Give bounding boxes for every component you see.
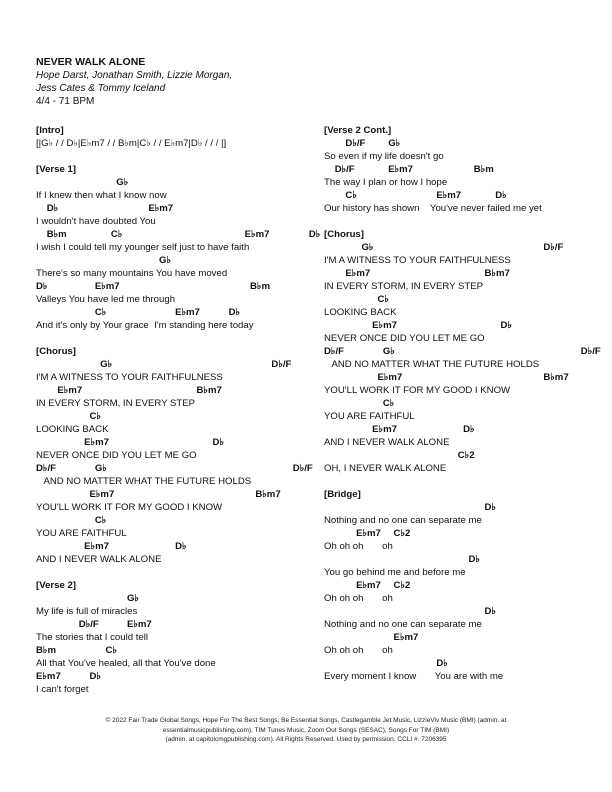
chord: G♭	[361, 242, 374, 253]
chord: D♭/F	[324, 346, 344, 357]
chord-line	[324, 397, 604, 410]
chord: D♭	[468, 554, 480, 565]
lyric-line: AND NO MATTER WHAT THE FUTURE HOLDS	[36, 476, 252, 487]
lyric-line: The stories that I could tell	[36, 632, 148, 643]
chord: D♭/F	[292, 463, 313, 474]
section-label: [Chorus]	[36, 346, 76, 357]
chord: C♭	[345, 190, 357, 201]
chord: B♭m	[36, 645, 56, 656]
copyright-footer	[40, 716, 572, 745]
lyric-line: Our history has shown You've never failed me yet	[324, 203, 542, 214]
chord: E♭m7	[57, 385, 83, 396]
chord: D♭/F	[334, 164, 355, 175]
chord-line	[36, 540, 301, 553]
chord: E♭m7	[36, 671, 61, 682]
lyric-line: So even if my life doesn't go	[324, 151, 444, 162]
chord-line	[324, 345, 604, 358]
chord-line	[324, 631, 604, 644]
chord: D♭/F	[36, 463, 56, 474]
chord-line	[36, 618, 301, 631]
chord: E♭m7	[175, 307, 200, 318]
section-label: [Verse 1]	[36, 164, 77, 175]
chord: E♭m7	[356, 580, 381, 591]
chord-line	[36, 644, 301, 657]
chord-line	[36, 202, 301, 215]
lyric-line: I can't forget	[36, 684, 89, 695]
chord: G♭	[100, 359, 113, 370]
chord-line	[36, 228, 321, 241]
lyric-line: You go behind me and before me	[324, 567, 466, 578]
chord-line	[324, 501, 604, 514]
chord-line	[36, 176, 301, 189]
chord: D♭/F	[580, 346, 601, 357]
lyric-line: Nothing and no one can separate me	[324, 619, 482, 630]
section-label: [Bridge]	[324, 489, 361, 500]
chord: E♭m7	[356, 528, 381, 539]
chord: C♭	[382, 398, 395, 409]
chord: D♭	[463, 424, 475, 435]
chord: C♭	[105, 645, 118, 656]
song-meter-tempo: 4/4 - 71 BPM	[36, 96, 95, 107]
chord-line	[324, 423, 604, 436]
song-authors-line-1: Hope Darst, Jonathan Smith, Lizzie Morgan,	[36, 70, 233, 81]
chord: B♭m7	[484, 268, 510, 279]
lyric-line: Nothing and no one can separate me	[324, 515, 482, 526]
lyric-line: AND NO MATTER WHAT THE FUTURE HOLDS	[324, 359, 540, 370]
chord-line	[36, 436, 301, 449]
chord: B♭m7	[255, 489, 281, 500]
chord: D♭	[500, 320, 513, 331]
lyric-line: All that You've healed, all that You've done	[36, 658, 216, 669]
lyric-line: I wouldn't have doubted You	[36, 216, 156, 227]
chord: C♭	[89, 411, 101, 422]
lyric-line: There's so many mountains You have moved	[36, 268, 228, 279]
chord-line	[36, 514, 301, 527]
lyric-line: Every moment I know You are with me	[324, 671, 504, 682]
chord: G♭	[126, 593, 139, 604]
chord: D♭	[308, 229, 321, 240]
chord-line	[36, 306, 301, 319]
section-label: [Verse 2 Cont.]	[324, 125, 392, 136]
lyric-line: IN EVERY STORM, IN EVERY STEP	[324, 281, 484, 292]
section	[36, 163, 321, 332]
chord-line	[324, 527, 604, 540]
lyric-line: My life is full of miracles	[36, 606, 138, 617]
chord-line	[324, 137, 604, 150]
chord: E♭m7	[377, 372, 403, 383]
chord-line	[324, 241, 604, 254]
chord: E♭m7	[345, 268, 371, 279]
lyric-line: LOOKING BACK	[324, 307, 397, 318]
chord: D♭/F	[543, 242, 564, 253]
chord: D♭	[175, 541, 187, 552]
chord-line	[36, 384, 301, 397]
chord: D♭	[36, 281, 48, 292]
chord: B♭m7	[543, 372, 569, 383]
chord: C♭2	[393, 528, 411, 539]
lyric-line: NEVER ONCE DID YOU LET ME GO	[36, 450, 197, 461]
song-header	[36, 56, 232, 108]
chord-line	[324, 163, 604, 176]
section	[324, 228, 604, 475]
chord: D♭/F	[345, 138, 366, 149]
chord: G♭	[388, 138, 401, 149]
chord: C♭	[377, 294, 389, 305]
lyric-line: Valleys You have led me through	[36, 294, 176, 305]
left-column	[36, 124, 321, 709]
copyright-line-1: © 2022 Fair Trade Global Songs, Hope For The Best Songs, Be Essential Songs, Castlegamble Jet Music, LizzieViv Music (BMI) (admin. at	[105, 717, 507, 724]
chord: B♭m7	[196, 385, 222, 396]
lyric-line: YOU ARE FAITHFUL	[324, 411, 415, 422]
chord: C♭	[94, 515, 107, 526]
lyric-line: IN EVERY STORM, IN EVERY STEP	[36, 398, 196, 409]
section	[36, 124, 301, 150]
progression-line: [|G♭ / / D♭|E♭m7 / / B♭m|C♭ / / E♭m7|D♭ / / / |]	[36, 138, 227, 149]
lyric-line: AND I NEVER WALK ALONE	[324, 437, 450, 448]
chord-line	[324, 293, 604, 306]
chord: E♭m7	[84, 541, 109, 552]
chord-line	[36, 410, 301, 423]
chord: E♭m7	[89, 489, 115, 500]
lyric-line: YOU'LL WORK IT FOR MY GOOD I KNOW	[324, 385, 511, 396]
chord: E♭m7	[94, 281, 120, 292]
section-label: [Intro]	[36, 125, 64, 136]
lyric-line: NEVER ONCE DID YOU LET ME GO	[324, 333, 485, 344]
chord-line	[324, 657, 604, 670]
chord-line	[324, 449, 604, 462]
chord-line	[324, 319, 604, 332]
chord-line	[324, 605, 604, 618]
chord: G♭	[159, 255, 172, 266]
chord: C♭2	[393, 580, 411, 591]
chord: D♭/F	[78, 619, 99, 630]
lyric-line: YOU ARE FAITHFUL	[36, 528, 127, 539]
chord: G♭	[382, 346, 395, 357]
chord: E♭m7	[84, 437, 109, 448]
lyric-line: Oh oh oh oh	[324, 645, 393, 656]
chord: E♭m7	[372, 424, 397, 435]
chord: E♭m7	[148, 203, 174, 214]
chord: B♭m	[473, 164, 494, 175]
chord: D♭	[484, 606, 496, 617]
lyric-line: Oh oh oh oh	[324, 593, 393, 604]
lyric-line: I'M A WITNESS TO YOUR FAITHFULNESS	[36, 372, 223, 383]
chord-line	[36, 670, 301, 683]
chord-line	[36, 280, 301, 293]
lyric-line: I wish I could tell my younger self just to have faith	[36, 242, 250, 253]
chord-line	[36, 592, 301, 605]
chord: D♭	[484, 502, 496, 513]
lyric-line: OH, I NEVER WALK ALONE	[324, 463, 447, 474]
chord: E♭m7	[244, 229, 270, 240]
chord: G♭	[94, 463, 107, 474]
section-label: [Chorus]	[324, 229, 364, 240]
lyric-line: And it's only by Your grace I'm standing here today	[36, 320, 254, 331]
chord-line	[324, 189, 604, 202]
chord: C♭	[110, 229, 123, 240]
song-authors-line-2: Jess Cates & Tommy Iceland	[36, 83, 166, 94]
section	[324, 488, 604, 683]
chord-line	[324, 267, 604, 280]
lyric-line: Oh oh oh oh	[324, 541, 393, 552]
chord: D♭/F	[271, 359, 292, 370]
right-column	[324, 124, 604, 696]
chord: D♭	[89, 671, 101, 682]
chord: D♭	[228, 307, 241, 318]
section	[36, 579, 301, 696]
chord-line	[324, 579, 604, 592]
chord: E♭m7	[126, 619, 152, 630]
chord: E♭m7	[372, 320, 397, 331]
chord: C♭	[94, 307, 107, 318]
chord-line	[36, 358, 301, 371]
chord: C♭2	[457, 450, 475, 461]
chord: D♭	[495, 190, 507, 201]
chord: D♭	[436, 658, 448, 669]
section	[324, 124, 604, 215]
chord: D♭	[212, 437, 225, 448]
chord-line	[36, 462, 313, 475]
chord: E♭m7	[436, 190, 462, 201]
chord-line	[36, 488, 301, 501]
chord: D♭	[46, 203, 59, 214]
chord-line	[324, 553, 604, 566]
lyric-line: LOOKING BACK	[36, 424, 109, 435]
lyric-line: YOU'LL WORK IT FOR MY GOOD I KNOW	[36, 502, 223, 513]
chord-line	[324, 371, 604, 384]
section	[36, 345, 313, 566]
chord: B♭m	[46, 229, 67, 240]
chord-line	[36, 254, 301, 267]
section-label: [Verse 2]	[36, 580, 77, 591]
copyright-line-2: essentialmusicpublishing.com), TIM Tunes Music, Zoom Out Songs (SESAC), Songs For TIM (BMI)	[162, 726, 450, 734]
song-title: NEVER WALK ALONE	[36, 56, 146, 68]
chord: E♭m7	[388, 164, 413, 175]
chord: G♭	[116, 177, 129, 188]
lyric-line: AND I NEVER WALK ALONE	[36, 554, 162, 565]
copyright-line-3: (admin. at capitolcmgpublishing.com). All Rights Reserved. Used by permission. CCLI #: 7206395	[165, 736, 447, 743]
lyric-line: I'M A WITNESS TO YOUR FAITHFULNESS	[324, 255, 511, 266]
lyric-line: If I knew then what I know now	[36, 190, 167, 201]
chord: E♭m7	[393, 632, 419, 643]
chord: B♭m	[250, 281, 270, 292]
lyric-line: The way I plan or how I hope	[324, 177, 448, 188]
